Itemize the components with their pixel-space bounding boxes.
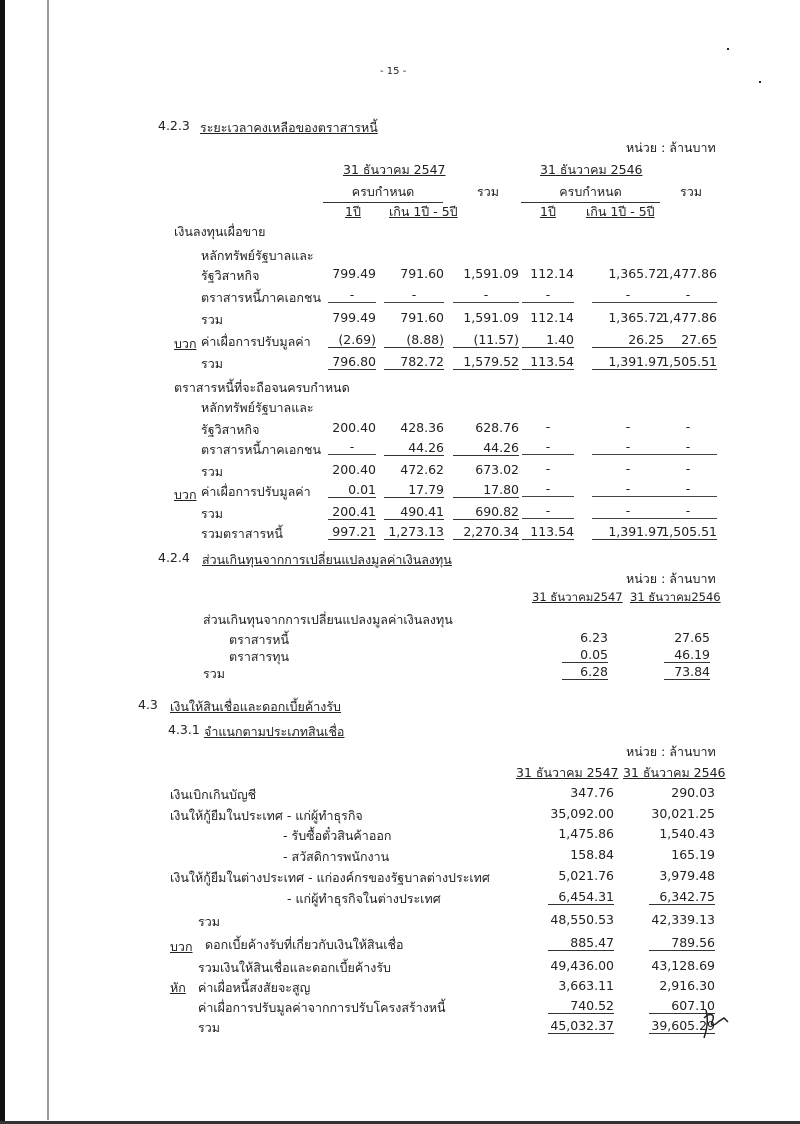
cell-value: -	[522, 440, 574, 455]
header-maturity-2546: ครบกำหนด	[521, 182, 660, 203]
header-total-2547: รวม	[477, 184, 499, 199]
cell-value: 1,591.09	[463, 266, 519, 281]
row-label: รวมเงินให้สินเชื่อและดอกเบี้ยค้างรับ	[198, 960, 391, 975]
cell-value: -	[625, 419, 631, 434]
cell-value: (2.69)	[328, 332, 376, 348]
scan-speck	[727, 48, 729, 50]
cell-value: 1,505.51	[659, 524, 717, 540]
cell-value: 17.79	[384, 482, 444, 498]
cell-value: 27.65	[659, 332, 717, 348]
row-label: รวมตราสารหนี้	[201, 526, 283, 541]
cell-value: 290.03	[671, 785, 715, 800]
cell-value: 48,550.53	[550, 912, 614, 927]
section-title-431: จำแนกตามประเภทสินเชื่อ	[204, 724, 345, 739]
cell-value: 1.40	[522, 332, 574, 348]
cell-value: 796.80	[328, 354, 376, 370]
cell-value: 1,365.72	[608, 266, 664, 281]
signature-mark	[698, 1004, 738, 1042]
row-label: เงินเบิกเกินบัญชี	[170, 787, 257, 802]
cell-value: -	[328, 288, 376, 303]
cell-value: 0.01	[328, 482, 376, 498]
plus-label: บวก	[174, 487, 197, 502]
row-label: รวม	[201, 506, 223, 521]
cell-value: 1,391.97	[592, 524, 664, 540]
cell-value: 165.19	[671, 847, 715, 862]
cell-value: 46.19	[664, 647, 710, 663]
cell-value: -	[453, 288, 519, 303]
header-1y-2546: 1ปี	[540, 204, 556, 219]
cell-value: 1,391.97	[592, 354, 664, 370]
cell-value: 2,916.30	[659, 978, 715, 993]
plus-label: บวก	[174, 336, 197, 351]
cell-value: -	[592, 504, 664, 519]
unit-label: หน่วย : ล้านบาท	[626, 140, 716, 155]
cell-value: -	[522, 504, 574, 519]
header-date-2547: 31 ธันวาคม 2547	[516, 765, 619, 780]
row-label: ค่าเผื่อการปรับมูลค่าจากการปรับโครงสร้างหนี้	[198, 1000, 446, 1015]
cell-value: -	[384, 288, 444, 303]
cell-value: 428.36	[400, 420, 444, 435]
header-date-2547: 31 ธันวาคม 2547	[343, 162, 446, 177]
row-label: รวม	[201, 356, 223, 371]
row-label: ตราสารหนี้ภาคเอกชน	[201, 442, 321, 457]
section-number-43: 4.3	[138, 697, 158, 712]
group-title-surplus: ส่วนเกินทุนจากการเปลี่ยนแปลงมูลค่าเงินลงทุน	[203, 612, 453, 627]
cell-value: 200.41	[328, 504, 376, 520]
cell-value: 628.76	[475, 420, 519, 435]
cell-value: 1,540.43	[659, 826, 715, 841]
cell-value: 6.28	[562, 664, 608, 680]
section-title-423: ระยะเวลาคงเหลือของตราสารหนี้	[200, 120, 378, 135]
cell-value: 112.14	[530, 310, 574, 325]
cell-value: 44.26	[453, 440, 519, 456]
cell-value: 791.60	[400, 310, 444, 325]
cell-value: 799.49	[332, 266, 376, 281]
cell-value: 885.47	[548, 935, 614, 951]
header-total-2546: รวม	[680, 184, 702, 199]
cell-value: 791.60	[400, 266, 444, 281]
cell-value: 73.84	[664, 664, 710, 680]
cell-value: -	[659, 504, 717, 519]
cell-value: 3,979.48	[659, 868, 715, 883]
cell-value: 607.10	[649, 998, 715, 1014]
cell-value: 673.02	[475, 462, 519, 477]
cell-value: 26.25	[592, 332, 664, 348]
cell-value: 6.23	[580, 630, 608, 645]
cell-value: 0.05	[562, 647, 608, 663]
cell-value: 113.54	[522, 524, 574, 540]
row-label: รวม	[201, 312, 223, 327]
cell-value: 472.62	[400, 462, 444, 477]
cell-value: -	[592, 482, 664, 497]
cell-value: 347.76	[570, 785, 614, 800]
row-label: รวม	[198, 1020, 220, 1035]
cell-value: -	[659, 482, 717, 497]
cell-value: 44.26	[384, 440, 444, 456]
row-label: ค่าเผื่อการปรับมูลค่า	[201, 484, 311, 499]
cell-value: 740.52	[548, 998, 614, 1014]
cell-value: 3,663.11	[558, 978, 614, 993]
row-label: รัฐวิสาหกิจ	[201, 268, 260, 283]
cell-value: 1,477.86	[661, 266, 717, 281]
cell-value: 200.40	[332, 420, 376, 435]
unit-label: หน่วย : ล้านบาท	[626, 571, 716, 586]
minus-label: หัก	[170, 980, 186, 995]
section-number-424: 4.2.4	[158, 550, 190, 565]
cell-value: 1,273.13	[384, 524, 444, 540]
row-label: ดอกเบี้ยค้างรับที่เกี่ยวกับเงินให้สินเชื่อ	[205, 937, 404, 952]
row-label: รวม	[198, 914, 220, 929]
cell-value: 35,092.00	[550, 806, 614, 821]
row-label: รวม	[201, 464, 223, 479]
header-1y-2547: 1ปี	[345, 204, 361, 219]
cell-value: -	[522, 482, 574, 497]
cell-value: 112.14	[530, 266, 574, 281]
row-label: เงินให้กู้ยืมในประเทศ - แก่ผู้ทำธุรกิจ	[170, 808, 363, 823]
cell-value: 27.65	[674, 630, 710, 645]
cell-value: -	[592, 288, 664, 303]
header-1to5-2547: เกิน 1ปี - 5ปี	[389, 204, 458, 219]
section-title-424: ส่วนเกินทุนจากการเปลี่ยนแปลงมูลค่าเงินลงทุน	[202, 552, 452, 567]
row-label: เงินให้กู้ยืมในต่างประเทศ - แก่องค์กรของรัฐบาลต่างประเทศ	[170, 870, 490, 885]
cell-value: -	[545, 461, 551, 476]
cell-value: 1,591.09	[463, 310, 519, 325]
cell-value: 690.82	[453, 504, 519, 520]
header-1to5-2546: เกิน 1ปี - 5ปี	[586, 204, 655, 219]
cell-value: 6,454.31	[548, 889, 614, 905]
row-label: รัฐวิสาหกิจ	[201, 422, 260, 437]
scan-margin-line	[47, 0, 49, 1120]
cell-value: 45,032.37	[548, 1018, 614, 1034]
cell-value: 1,579.52	[453, 354, 519, 370]
cell-value: 1,477.86	[661, 310, 717, 325]
cell-value: -	[592, 440, 664, 455]
row-label: - สวัสดิการพนักงาน	[283, 849, 390, 864]
section-number-423: 4.2.3	[158, 118, 190, 133]
scan-edge-left	[0, 0, 5, 1124]
cell-value: 490.41	[384, 504, 444, 520]
section-title-43: เงินให้สินเชื่อและดอกเบี้ยค้างรับ	[170, 699, 341, 714]
govt-label-line1: หลักทรัพย์รัฐบาลและ	[201, 400, 314, 415]
cell-value: 5,021.76	[558, 868, 614, 883]
row-label: รวม	[203, 666, 225, 681]
cell-value: -	[522, 288, 574, 303]
cell-value: 789.56	[649, 935, 715, 951]
cell-value: 2,270.34	[453, 524, 519, 540]
cell-value: 1,365.72	[608, 310, 664, 325]
header-date-2547: 31 ธันวาคม2547	[532, 590, 623, 604]
govt-label-line1: หลักทรัพย์รัฐบาลและ	[201, 248, 314, 263]
row-label: - รับซื้อตั๋วสินค้าออก	[283, 828, 392, 843]
cell-value: 49,436.00	[550, 958, 614, 973]
group-title-afs: เงินลงทุนเผื่อขาย	[174, 224, 266, 239]
row-label: ตราสารทุน	[229, 649, 289, 664]
cell-value: 782.72	[384, 354, 444, 370]
header-date-2546: 31 ธันวาคม 2546	[623, 765, 726, 780]
cell-value: 113.54	[522, 354, 574, 370]
cell-value: (11.57)	[453, 332, 519, 348]
row-label: ตราสารหนี้ภาคเอกชน	[201, 290, 321, 305]
cell-value: 43,128.69	[651, 958, 715, 973]
cell-value: 799.49	[332, 310, 376, 325]
cell-value: -	[685, 419, 691, 434]
section-number-431: 4.3.1	[168, 722, 200, 737]
row-label: ค่าเผื่อหนี้สงสัยจะสูญ	[198, 980, 311, 995]
plus-label: บวก	[170, 939, 193, 954]
scan-speck	[759, 81, 761, 83]
cell-value: 6,342.75	[649, 889, 715, 905]
cell-value: -	[659, 288, 717, 303]
row-label: ตราสารหนี้	[229, 632, 289, 647]
unit-label: หน่วย : ล้านบาท	[626, 744, 716, 759]
cell-value: 200.40	[332, 462, 376, 477]
group-title-htm: ตราสารหนี้ที่จะถือจนครบกำหนด	[174, 380, 350, 395]
cell-value: 997.21	[328, 524, 376, 540]
cell-value: -	[625, 461, 631, 476]
cell-value: 30,021.25	[651, 806, 715, 821]
cell-value: 1,475.86	[558, 826, 614, 841]
cell-value: 1,505.51	[659, 354, 717, 370]
cell-value: 17.80	[453, 482, 519, 498]
row-label: - แก่ผู้ทำธุรกิจในต่างประเทศ	[287, 891, 441, 906]
cell-value: -	[328, 440, 376, 455]
cell-value: 42,339.13	[651, 912, 715, 927]
header-maturity-2547: ครบกำหนด	[323, 182, 443, 203]
header-date-2546: 31 ธันวาคม2546	[630, 590, 721, 604]
row-label: ค่าเผื่อการปรับมูลค่า	[201, 334, 311, 349]
cell-value: -	[659, 440, 717, 455]
header-date-2546: 31 ธันวาคม 2546	[540, 162, 643, 177]
cell-value: -	[545, 419, 551, 434]
cell-value: 39,605.29	[649, 1018, 715, 1034]
cell-value: 158.84	[570, 847, 614, 862]
page-number: - 15 -	[380, 66, 407, 77]
cell-value: (8.88)	[384, 332, 444, 348]
cell-value: -	[685, 461, 691, 476]
